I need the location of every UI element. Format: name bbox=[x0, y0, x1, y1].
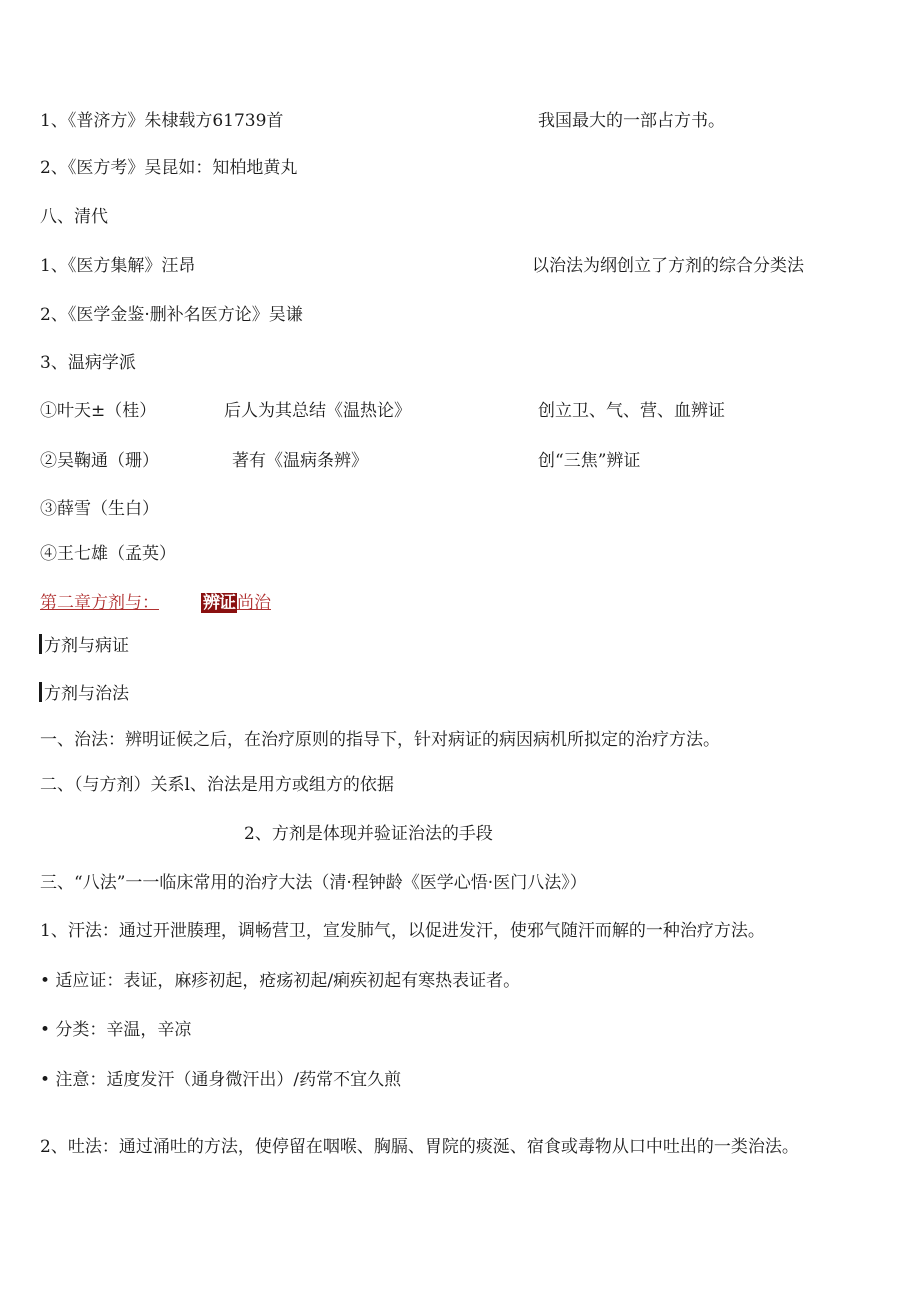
chapter-heading bbox=[40, 592, 271, 614]
bullet-indications: • 适应证：表证，麻疹初起，疮疡初起/痢疾初起有寒热表证者。 bbox=[40, 971, 521, 991]
line-yifang-jijie-note: 以治法为纲创立了方剂的综合分类法 bbox=[532, 256, 804, 276]
chapter-heading-text: 第二章方剂与： bbox=[40, 593, 159, 613]
section-marker bbox=[39, 682, 42, 702]
line-yifang-kao: 2、《医方考》吴昆如：知柏地黄丸 bbox=[40, 158, 298, 178]
line-wu-jutong-work: 著有《温病条辨》 bbox=[232, 451, 368, 471]
para-bafa-heading: 三、“八法”一一临床常用的治疗大法（清·程钟龄《医学心悟·医门八法》） bbox=[40, 873, 587, 893]
line-yifang-jijie: 1、《医方集解》汪昂 bbox=[40, 256, 196, 276]
section-fangji-bingzheng bbox=[39, 634, 129, 657]
section-marker bbox=[39, 634, 42, 654]
bullet-cautions: • 注意：适度发汗（通身微汗出）/药常不宜久煎 bbox=[40, 1070, 402, 1090]
heading-wenbing-school: 3、温病学派 bbox=[40, 353, 136, 373]
line-puji-fang: 1、《普济方》朱棣载方61739首 bbox=[40, 111, 284, 131]
section-title: 方剂与治法 bbox=[44, 684, 129, 704]
line-wang-qixiong: ④王七雄（孟英） bbox=[40, 544, 176, 564]
line-ye-tianshi-note: 创立卫、气、营、血辨证 bbox=[538, 401, 725, 421]
line-xue-xue: ③薛雪（生白） bbox=[40, 499, 159, 519]
line-wu-jutong: ②吴鞠通（珊） bbox=[40, 451, 159, 471]
para-hanfa: 1、汗法：通过开泄腠理，调畅营卫，宣发肺气，以促进发汗，使邪气随汗而解的一种治疗方法。 bbox=[40, 921, 765, 941]
line-ye-tianshi-work: 后人为其总结《温热论》 bbox=[224, 401, 411, 421]
para-relation-1: 二、（与方剂）关系l、治法是用方或组方的依据 bbox=[40, 775, 394, 795]
chapter-heading-stamp: 辨证 bbox=[203, 593, 235, 613]
section-fangji-zhifa bbox=[39, 682, 129, 705]
section-title: 方剂与病证 bbox=[44, 636, 129, 656]
bullet-classification: • 分类：辛温，辛凉 bbox=[40, 1020, 192, 1040]
heading-qing-dynasty: 八、清代 bbox=[40, 207, 108, 227]
line-yixue-jinjian: 2、《医学金鉴·删补名医方论》吴谦 bbox=[40, 305, 303, 325]
para-relation-2: 2、方剂是体现并验证治法的手段 bbox=[244, 824, 493, 844]
para-zhifa-definition: 一、治法：辨明证候之后，在治疗原则的指导下，针对病证的病因病机所拟定的治疗方法。 bbox=[40, 730, 720, 750]
line-wu-jutong-note: 创“三焦”辨证 bbox=[538, 451, 641, 471]
line-puji-fang-note: 我国最大的一部占方书。 bbox=[538, 111, 725, 131]
chapter-heading-tail: 尚治 bbox=[237, 593, 271, 613]
para-tufa: 2、吐法：通过涌吐的方法，使停留在咽喉、胸膈、胃院的痰涎、宿食或毒物从口中吐出的一类治法。 bbox=[40, 1137, 799, 1157]
line-ye-tianshi: ①叶天±（桂） bbox=[40, 401, 157, 421]
